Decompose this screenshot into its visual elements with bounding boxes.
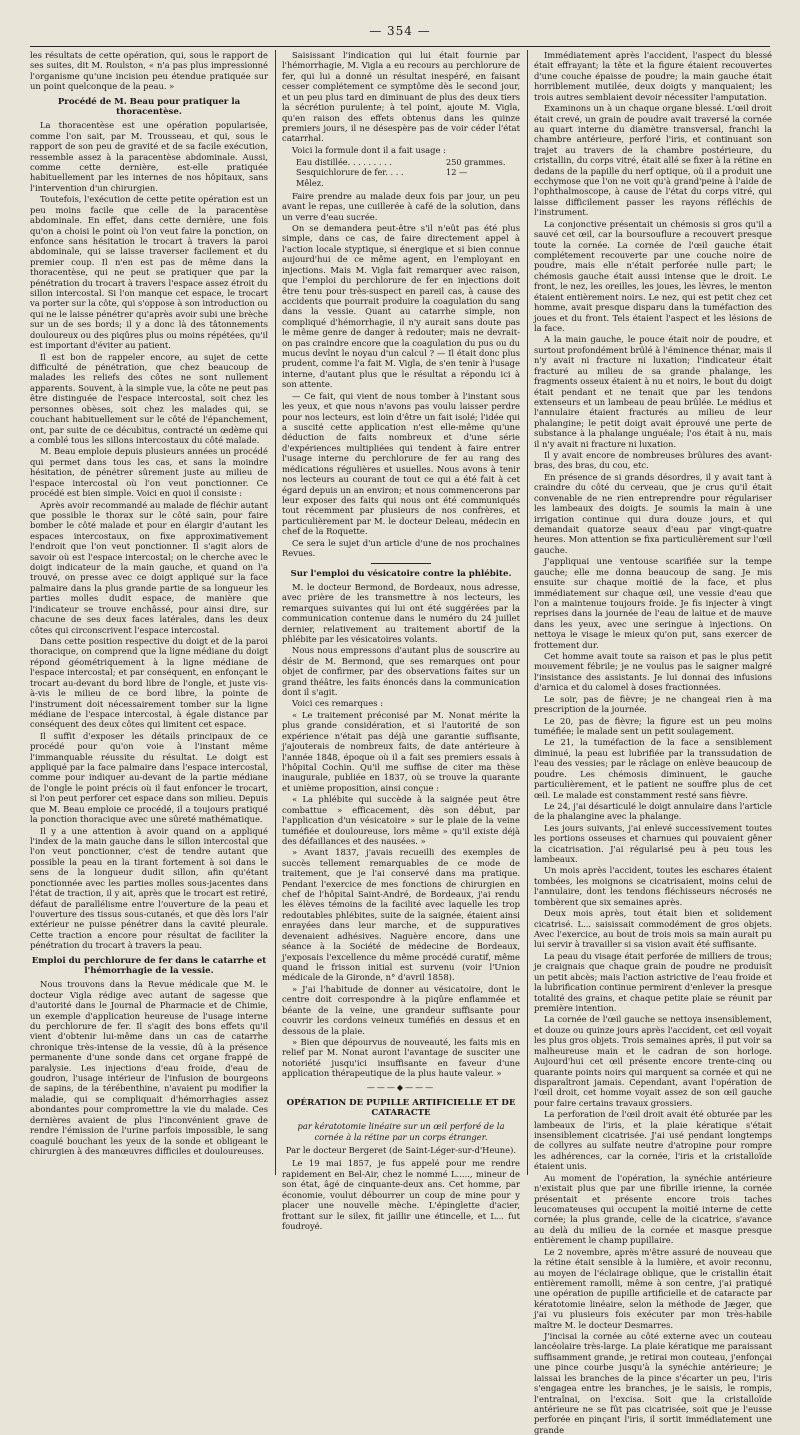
paragraph: Il y a une attention à avoir quand on a appliqué l'index de la main gauche dans le sillon intercostal que l'on veut ponctionner, c'est de tendre autant que possible la peau en la tirant fortement à soi dans le sens de la longueur dudit sillon, afin qu'étant ponctionnée avec les parties molles sous-jacentes dans l'état de traction, il y ait, après que le trocart est retiré, défaut de parallélisme entre l'ouverture de la peau et l'ouverture des tissus sous-cutanés, et que dès lors l'air extérieur ne puisse pénétrer dans la cavité pleurale. Cette traction a encore pour résultat de faciliter la pénétration du trocart à travers la peau. — [30, 825, 268, 951]
paragraph: A la main gauche, le pouce était noir de poudre, et surtout profondément brûlé à l'éminence thénar, mais il n'y avait ni fracture ni luxation; l'indicateur était fracturé au milieu de sa grande phalange, les fragments osseux étaient à nu et noirs, le bout du doigt était pendant et ne tenait que par les tendons extenseurs et un lambeau de peau brûlée. Le médius et l'annulaire étaient fracturés au milieu de leur phalangine; le petit doigt avait éprouvé une perte de substance à la phalange unguéale; l'os était à nu, mais il n'y avait ni fracture ni luxation. — [534, 334, 772, 449]
formula-ingredient: Eau distillée. . . . . . . . . — [296, 157, 392, 168]
column-divider-1 — [275, 50, 276, 1175]
paragraph: Le 2 novembre, après m'être assuré de nouveau que la rétine était sensible à la lumière, et avoir reconnu, au moyen de l'éclairage oblique, que le cristallin était entièrement ramolli, même à son centre, j'ai pratiqué une opération de pupille artificielle et de cataracte par kératotomie linéaire, selon la méthode de Jæger, que j'ai vu plusieurs fois exécuter par mon très-habile maître M. le docteur Desmarres. — [534, 1246, 772, 1330]
paragraph: Un mois après l'accident, toutes les eschares étaient tombées, les moignons se cicatrisaient, moins celui de l'annulaire, dont les tendons fléchisseurs nécrosés ne tombèrent que six semaines après. — [534, 865, 772, 907]
paragraph: » J'ai l'habitude de donner au vésicatoire, dont le centre doit correspondre à la piqûre enflammée et béante de la veine, une grandeur suffisante pour couvrir les cordons veineux tuméfiés en dessus et en dessous de la plaie. — [282, 983, 520, 1036]
article-heading-vesicatoire: Sur l'emploi du vésicatoire contre la phlébite. — [290, 568, 512, 579]
paragraph: La peau du visage était perforée de milliers de trous; je craignais que chaque grain de poudre ne produisît un petit abcès; mais l'action astrictive de l'eau froide et la lubrification continue permirent d'enlever la presque totalité des grains, et chaque petite plaie se réunit par première intention. — [534, 950, 772, 1013]
paragraph: » Bien que dépourvus de nouveauté, les faits mis en relief par M. Nonat auront l'avantage de susciter une notoriété jusqu'ici insuffisante en faveur d'une application thérapeutique de la plus haute valeur. » — [282, 1036, 520, 1079]
paragraph: Voici la formule dont il a fait usage : — [292, 144, 446, 155]
formula-ingredient: Sesquichlorure de fer. . . . — [296, 167, 404, 178]
formula-row — [296, 167, 520, 177]
paragraph: Le soir, pas de fièvre; je ne changeai rien à ma prescription de la journée. — [534, 693, 772, 715]
paragraph: Il y avait encore de nombreuses brûlures des avant-bras, des bras, du cou, etc. — [534, 450, 772, 471]
paragraph: Ce sera le sujet d'un article d'une de nos prochaines Revues. — [282, 537, 520, 559]
paragraph: La conjonctive présentait un chémosis si gros qu'il a sauvé cet œil, car la boursouflure a recouvert presque toute la cornée. La cornée de l'œil gauche était complétement recouverte par une couche noire de poudre, mais elle n'était perforée nulle part; le chémosis gauche était aussi intense que le droit. Le front, le nez, les oreilles, les joues, les lèvres, le menton étaient entièrement noirs. Le nez, qui est petit chez cet homme, avait presque disparu dans la tuméfaction des joues et du front. Tels étaient l'aspect et les lésions de la face. — [534, 218, 772, 333]
paragraph: M. Beau emploie depuis plusieurs années un procédé qui permet dans tous les cas, et sans la moindre hésitation, de pénétrer sûrement juste au milieu de l'espace intercostal où l'on veut ponctionner. Ce procédé est bien simple. Voici en quoi il consiste : — [30, 446, 268, 499]
formula-quantity: 12 — — [446, 167, 468, 178]
paragraph: — Ce fait, qui vient de nous tomber à l'instant sous les yeux, et que nous n'avons pas voulu laisser perdre pour nos lecteurs, est loin d'être un fait isolé; l'idée qui a suscité cette application n'est elle-même qu'une déduction de faits nombreux et d'une série d'expériences multipliées qui tendent à faire entrer l'usage interne du perchlorure de fer au rang des médications régulières et usuelles. Nous avons à tenir nos lecteurs au courant de tout ce qui a été fait à cet égard depuis un an environ; et nous commencerons par leur exposer des faits qui nous ont été communiqués tout récemment par plusieurs de nos confrères, et particulièrement par M. le docteur Deleau, médecin en chef de la Roquette. — [282, 390, 520, 537]
paragraph: « La phlébite qui succède à la saignée peut être combattue » efficacement, dès son début, par l'application d'un vésicatoire » sur le plaie de la veine tuméfiée et douloureuse, lors même » qu'il existe déjà des défaillances et des nausées. » — [282, 794, 520, 846]
column-divider-2 — [527, 50, 528, 1175]
article-heading-pupille: OPÉRATION DE PUPILLE ARTIFICIELLE ET DE CATARACTE — [286, 1097, 516, 1118]
paragraph: Le 21, la tuméfaction de la face a sensiblement diminué, la peau est lubrifiée par la transsudation de l'eau des vessies; par le râclage on enlève beaucoup de poudre. Les chémosis diminuent, le gauche particulièrement, et le patient ne souffre plus de cet œil. Le malade est constamment resté sans fièvre. — [534, 737, 772, 800]
article-subtitle: par kératotomie linéaire sur un œil perforé de la cornée à la rétine par un corps étranger. — [297, 1121, 505, 1142]
formula-end: Mêlez. — [296, 177, 324, 188]
section-rule — [371, 563, 431, 564]
paragraph: Nous nous empressons d'autant plus de souscrire au désir de M. Bermond, que ses remarques ont pour objet de confirmer, par des observations faites sur un grand théâtre, les faits énoncés dans la communication dont il s'agit. — [282, 645, 520, 698]
paragraph: Le 24, j'ai désarticulé le doigt annulaire dans l'article de la phalangine avec la phalange. — [534, 800, 772, 822]
paragraph: Le 20, pas de fièvre; la figure est un peu moins tuméfiée; le malade sent un petit soulagement. — [534, 715, 772, 736]
paragraph: Cet homme avait toute sa raison et pas le plus petit mouvement fébrile; je ne voulus pas le saigner malgré l'insistance des assistants. Je lui donnai des infusions d'arnica et du calomel à doses fractionnées. — [534, 651, 772, 693]
column-2 — [282, 50, 520, 1231]
paragraph: Les jours suivants, j'ai enlevé successivement toutes les portions osseuses et charnues qui pouvaient gêner la cicatrisation. J'ai régularisé peu à peu tous les lambeaux. — [534, 822, 772, 865]
paragraph: On se demandera peut-être s'il n'eût pas été plus simple, dans ce cas, de faire directement appel à l'action locale styptique, si énergique et si bien connue aujourd'hui de ce même agent, en l'employant en injections. Mais M. Vigla fait remarquer avec raison, que l'emploi du perchlorure de fer en injections doit être tenu pour très-suspect en pareil cas, à cause des accidents que pourrait produire la coagulation du sang dans la vessie. Quant au catarrhe simple, non compliqué d'hémorrhagie, il n'y aurait sans doute pas le même genre de danger à redouter; mais ne devrait-on pas craindre encore que la coagulation du pus ou du mucus devînt le noyau d'un calcul ? — Il était donc plus prudent, comme l'a fait M. Vigla, de s'en tenir à l'usage interne, d'autant plus que le résultat a répondu ici à son attente. — [282, 223, 520, 390]
paragraph: Immédiatement après l'accident, l'aspect du blessé était effrayant; la tête et la figure étaient recouvertes d'une couche épaisse de poudre; la main gauche était horriblement mutilée, deux doigts y manquaient; les trois autres semblaient devoir nécessiter l'amputation. — [534, 50, 772, 102]
article-heading-perchlorure: Emploi du perchlorure de fer dans le catarrhe et l'hémorrhagie de la vessie. — [31, 955, 267, 976]
article-heading-thoracentese: Procédé de M. Beau pour pratiquer la thoracentèse. — [57, 96, 241, 117]
paragraph: Après avoir recommandé au malade de fléchir autant que possible le thorax sur le côté sain, pour faire bomber le côté malade et pour en élargir d'autant les espaces intercostaux, on fixe approximativement l'endroit que l'on veut ponctionner. Il s'agit alors de savoir où est l'espace intercostal; on le cherche avec le doigt indicateur de la main gauche, et quand on l'a trouvé, on presse avec ce doigt appliqué sur la face palmaire dans la plus grande partie de sa longueur les parties molles dudit espace, de manière que l'indicateur se trouve enchâssé, pour ainsi dire, sur chacune de ses deux faces latérales, dans les deux côtes qui circonscrivent l'espace intercostal. — [30, 499, 268, 635]
paragraph: Au moment de l'opération, la synéchie antérieure n'existait plus que par une fibrille irienne, la cornée présentait et présente encore trois taches leucomateuses qui occupent la moitié interne de cette cornée; la plus grande, celle de la cicatrice, s'avance au delà du milieu de la cornée et masque presque entièrement le champ pupillaire. — [534, 1172, 772, 1246]
paragraph: La thoracentèse est une opération popularisée, comme l'on sait, par M. Trousseau, et qui, sous le rapport de son peu de gravité et de sa facile exécution, ressemble assez à la paracentèse abdominale. Aussi, comme cette dernière, est-elle pratiquée habituellement par les internes de nos hôpitaux, sans l'intervention d'un chirurgien. — [30, 120, 268, 193]
paragraph: M. le docteur Bermond, de Bordeaux, nous adresse, avec prière de les transmettre à nos lecteurs, les remarques suivantes qui lui ont été suggérées par la communication contenue dans le numéro du 24 juillet dernier, relativement au traitement abortif de la phlébite par les vésicatoires volants. — [282, 581, 520, 644]
ornament-rule-icon: ———◆——— — [366, 1082, 436, 1092]
paragraph: les résultats de cette opération, qui, sous le rapport de ses suites, dit M. Roulston, « n'a pas plus impressionné l'organisme qu'une incision peu étendue pratiquée sur un point quelconque de la peau. » — [30, 50, 268, 92]
formula — [296, 157, 520, 188]
formula-quantity: 250 grammes. — [446, 157, 506, 168]
article-byline: Par le docteur Bergeret (de Saint-Léger-sur-d'Heune). — [285, 1145, 517, 1156]
paragraph: Faire prendre au malade deux fois par jour, un peu avant le repas, une cuillerée à café de la solution, dans un verre d'eau sucrée. — [282, 190, 520, 222]
paragraph: Toutefois, l'exécution de cette petite opération est un peu moins facile que celle de la paracentèse abdominale. En effet, dans cette dernière, une fois qu'on a choisi le point où l'on veut faire la ponction, on enfonce sans hésitation le trocart à travers la paroi abdominale, qui se laisse traverser facilement et du premier coup. Il n'en est pas de même dans la thoracentèse, qui ne peut se pratiquer que par la pénétration du trocart à travers l'espace assez étroit du sillon intercostal. Si l'on manque cet espace, le trocart va porter sur la côte, qui s'oppose à son introduction ou qui ne le laisse pénétrer qu'après avoir subi une brèche sur un de ses bords; il y a donc là des tâtonnements douloureux ou des piqûres plus ou moins répétées, qu'il est important d'éviter au patient. — [30, 194, 268, 351]
paragraph: Il est bon de rappeler encore, au sujet de cette difficulté de pénétration, que chez beaucoup de malades les reliefs des côtes ne sont nullement apparents. Souvent, à la simple vue, la côte ne peut pas être distinguée de l'espace intercostal, soit chez les personnes obèses, soit chez les malades qui, se couchant habituellement sur le côté de l'épanchement, ont, par suite de ce décubitus, contracté un œdème qui a comblé tous les sillons intercostaux du côté malade. — [30, 351, 268, 445]
column-3 — [534, 50, 772, 1435]
paragraph: J'appliquai une ventouse scarifiée sur la tempe gauche; elle me donna beaucoup de sang. Je mis ensuite sur chaque moitié de la face, et plus immédiatement sur chaque œil, une vessie d'eau que l'on a maintenue toujours froide. Je fis injecter à vingt reprises dans la journée de l'eau de laitue et de mauve dans les yeux, avec une seringue à injections. On nettoya le visage le mieux qu'on put, sans exercer de frottement dur. — [534, 556, 772, 650]
paragraph: Saisissant l'indication qui lui était fournie par l'hémorrhagie, M. Vigla a eu recours au perchlorure de fer, qui lui a donné un résultat inespéré, en faisant cesser complétement ce symptôme dès le second jour, et un peu plus tard en diminuant de plus des deux tiers la sécrétion purulente; à tel point, ajoute M. Vigla, qu'en raison des effets obtenus dans les quinze premiers jours, il ne désespère pas de voir céder l'état catarrhal. — [282, 50, 520, 144]
paragraph: Il suffit d'exposer les détails principaux de ce procédé pour qu'on voie à l'instant même l'immanquable réussite du résultat. Le doigt est appliqué par la face palmaire dans l'espace intercostal, comme pour indiquer au-devant de la partie médiane de l'ongle le point précis où il faut enfoncer le trocart, si l'on peut perforer cet espace dans son milieu. Depuis que M. Beau emploie ce procédé, il a toujours pratiqué la ponction thoracique avec une sûreté mathématique. — [30, 730, 268, 825]
paragraph: Le 19 mai 1857, je fus appelé pour me rendre rapidement en Bel-Air, chez le nommé L....., mineur de son état, âgé de cinquante-deux ans. Cet homme, par économie, voulut débourrer un coup de mine pour y placer une nouvelle mèche. L'épinglette d'acier, frottant sur le silex, fit jaillir une étincelle, et L... fut foudroyé. — [282, 1158, 520, 1231]
page-number: — 354 — — [369, 24, 431, 38]
paragraph: Deux mois après, tout était bien et solidement cicatrisé. L... saisissait commodément de gros objets. Avec l'exercice, au bout de trois mois sa main aurait pu lui servir à travailler si sa vision avait été suffisante. — [534, 908, 772, 950]
paragraph: » Avant 1837, j'avais recueilli des exemples de succès tellement remarquables de ce mode de traitement, que je l'ai conservé dans ma pratique. Pendant l'exercice de mes fonctions de chirurgien en chef de l'hôpital Saint-André, de Bordeaux, j'ai rendu les élèves témoins de la facilité avec laquelle les trop redoutables phlébites, suite de la saignée, étaient ainsi enrayées dans leur marche, et de suppuratives devenaient adhésives. Naguère encore, dans une séance à la Société de médecine de Bordeaux, j'exposais l'excellence du même procédé curatif, même quand le frisson initial est survenu (voir l'Union médicale de la Gironde, n° d'avril 1858). — [282, 847, 520, 983]
formula-row — [296, 157, 520, 167]
column-1 — [30, 50, 268, 1180]
paragraph: « Le traitement préconisé par M. Nonat mérite la plus grande considération, et si l'autorité de son expérience n'était pas déjà une garantie suffisante, j'ajouterais de nombreux faits, de date antérieure à l'année 1848, époque où il a fait ses premiers essais à l'hôpital Cochin. Qu'il me suffise de citer ma thèse inaugurale, publiée en 1837, où se trouve la quarante et unième proposition, ainsi conçue : — [282, 709, 520, 793]
paragraph: La perforation de l'œil droit avait été obturée par les lambeaux de l'iris, et la plaie kératique s'était insensiblement cicatrisée. J'ai usé pendant longtemps de collyres au sulfate neutre d'atropine pour rompre les adhérences, car la cornée, l'iris et la cristalloïde étaient unis. — [534, 1109, 772, 1172]
paragraph: J'incisai la cornée au côté externe avec un couteau lancéolaire très-large. La plaie kératique me paraissant suffisamment grande, je retirai mon couteau, j'enfonçai une pince courbe jusqu'à la synéchie antérieure; je laissai les branches de la pince s'écarter un peu, l'iris s'engagea entre les branches, je le saisis, le rompis, l'entraînai, on l'excisa. Soit que la cristalloïde antérieure ne se fût pas cicatrisée, soit que je l'eusse perforée en pinçant l'iris, il sortit immédiatement une grande — [534, 1331, 772, 1435]
paragraph: Examinons un à un chaque organe blessé. L'œil droit était crevé, un grain de poudre avait traversé la cornée au quart interne du diamètre transversal, franchi la chambre antérieure, perforé l'iris, et continuant son trajet au travers de la chambre postérieure, du cristallin, du corps vitré, était allé se fixer à la rétine en dedans de la papille du nerf optique, où il a produit une ecchymose que l'on ne voit qu'à grand'peine à l'aide de l'ophthalmoscope, à cause de l'état du corps vitré, qui laisse difficilement passer les rayons réfléchis de l'instrument. — [534, 103, 772, 218]
paragraph: La cornée de l'œil gauche se nettoya insensiblement, et douze ou quinze jours après l'accident, cet œil voyait les plus gros objets. Trois semaines après, il put voir sa malheureuse main et le cadran de son horloge. Aujourd'hui cet œil présente encore trente-cinq ou quarante points noirs qui marquent sa cornée et qui ne disparaîtront jamais. Cependant, avant l'opération de l'œil droit, cet homme voyait assez de son œil gauche pour faire certains travaux grossiers. — [534, 1014, 772, 1108]
paragraph: Nous trouvons dans la Revue médicale que M. le docteur Vigla rédige avec autant de sagesse que d'autorité dans le Journal de Pharmacie et de Chimie, un exemple d'application heureuse de l'usage interne du perchlorure de fer. Il s'agit des bons effets qu'il vient d'obtenir lui-même dans un cas de catarrhe chronique très-intense de la vessie, dû à la présence permanente d'une sonde dans cet organe frappé de paralysie. Les injections d'eau froide, d'eau de goudron, l'usage intérieur de l'infusion de bourgeons de sapins, de la térébenthine, n'avaient pu modifier la maladie, qui se compliquait d'hémorrhagies assez abondantes pour compromettre la vie du malade. Ces dernières avaient de plus l'inconvénient grave de rendre l'émission de l'urine parfois impossible, le sang coagulé bouchant les yeux de la sonde et obligeant le chirurgien à des manœuvres difficiles et douloureuses. — [30, 979, 268, 1157]
top-rule — [30, 46, 770, 47]
paragraph: Voici ces remarques : — [292, 698, 384, 709]
paragraph: Dans cette position respective du doigt et de la paroi thoracique, on comprend que la ligne médiane du doigt répond géométriquement à la ligne médiane de l'espace intercostal; et par conséquent, en enfonçant le trocart au-devant du bord libre de l'ongle, et juste vis-à-vis le milieu de ce bord libre, la pointe de l'instrument doit nécessairement tomber sur la ligne médiane de l'espace intercostal, à égale distance par conséquent des deux côtes qui limitent cet espace. — [30, 635, 268, 730]
paragraph: En présence de si grands désordres, il y avait tant à craindre du côté du cerveau, que je crus qu'il était convenable de ne rien entreprendre pour régulariser les lambeaux des doigts. Je soumis la main à une irrigation continue qui dura douze jours, et qui demandait quatorze seaux d'eau par vingt-quatre heures. Mon attention se fixa particulièrement sur l'œil gauche. — [534, 471, 772, 555]
